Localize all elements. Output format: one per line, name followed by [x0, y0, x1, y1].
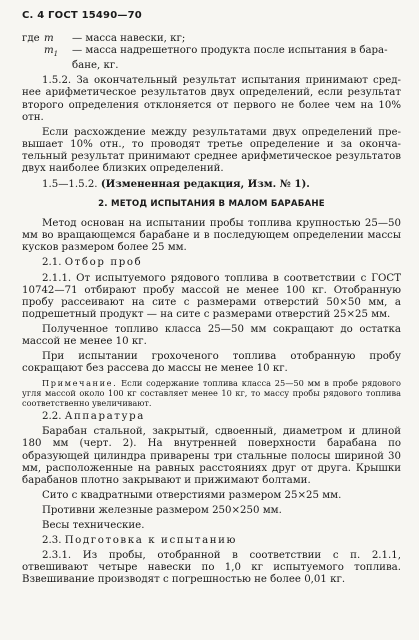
paragraph-pans: Противни железные размером 250×250 мм. — [42, 504, 282, 516]
paragraph-sieve: Сито с квадратными отверстиями размером 25×25 мм. — [42, 489, 342, 501]
subsection-2-1-heading: 2.1. Отбор проб — [42, 257, 143, 269]
paragraph-reduction: Полученное топливо класса 25—50 мм сокращают до остатка массой не менее 10 кг. — [22, 323, 401, 347]
paragraph-screened-fuel: При испытании грохоченого топлива отобранную пробу сокращают без рассева до массы не менее 10 кг. — [22, 351, 401, 375]
paragraph-scales: Весы технические. — [42, 520, 145, 532]
definition-m1-continuation: бане, кг. — [72, 60, 119, 72]
amendment-note: 1.5—1.5.2. (Измененная редакция, Изм. № 1). — [42, 178, 310, 191]
definition-m — [22, 33, 401, 45]
paragraph-discrepancy: Если расхождение между результатами двух определений пре-вышает 10% отн., то проводят третье определение и за оконча-тельный результат принимают среднее арифметическое результатов двух наиболее близких определений. — [22, 126, 401, 174]
paragraph-method: Метод основан на испытании пробы топлива крупностью 25—50 мм во вращающемся барабане и в последующем определении массы кусков размером более 25 мм. — [22, 218, 401, 254]
definition-m1 — [22, 45, 401, 60]
definition-m-text: — масса навески, кг; — [72, 33, 186, 44]
paragraph-2-1-1: 2.1.1. От испытуемого рядового топлива в соответствии с ГОСТ 10742—71 отбирают пробу массой не менее 100 кг. Отобранную пробу рассеивают на сите с размерами отверстий 50×50 мм, а подрешетный продукт — на сите с размерами отверстий 25×25 мм. — [22, 272, 401, 320]
definition-m1-text: — масса надрешетного продукта после испытания в бара- — [72, 45, 388, 57]
symbol-m1: $m_1$ — [44, 45, 59, 59]
paragraph-drum: Барабан стальной, закрытый, сдвоенный, диаметром и длиной 180 мм (черт. 2). На внутренней поверхности барабана по образующей цилиндра приварены три стальные полосы шириной 30 мм, расположенные на равных расстояниях друг от друга. Крышки барабанов плотно закрывают и прижимают болтами. — [22, 426, 401, 486]
paragraph-1-5-2: 1.5.2. За окончательный результат испытания принимают сред-нее арифметическое результатов двух определений, если результат второго определения отклоняется от первого не более чем на 10% отн. — [22, 75, 401, 123]
page-header: С. 4 ГОСТ 15490—70 — [22, 10, 142, 21]
subsection-2-2-heading: 2.2. Аппаратура — [42, 411, 145, 423]
subsection-2-3-heading: 2.3. Подготовка к испытанию — [42, 535, 238, 547]
paragraph-2-3-1: 2.3.1. Из пробы, отобранной в соответствии с п. 2.1.1, отвешивают четыре навески по 1,0 кг испытуемого топлива. Взвешивание производят с погрешностью не более 0,01 кг. — [22, 550, 401, 586]
where-word: где — [22, 33, 40, 44]
symbol-m: m — [44, 33, 54, 44]
note: Примечание. Если содержание топлива класса 25—50 мм в пробе рядового угля массой около 100 кг составляет менее 10 кг, то массу пробы рядового топлива соответственно увеличивают. — [22, 378, 401, 409]
section-title: 2. МЕТОД ИСПЫТАНИЯ В МАЛОМ БАРАБАНЕ — [98, 199, 325, 210]
